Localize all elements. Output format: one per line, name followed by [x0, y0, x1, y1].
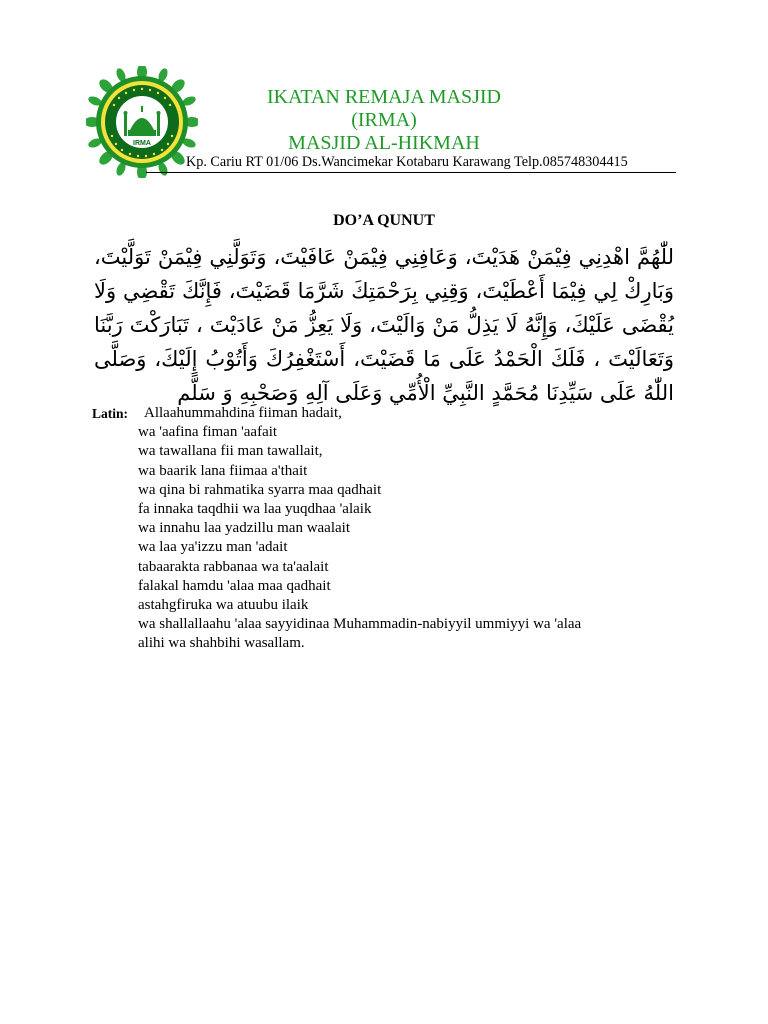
document-title: DO’A QUNUT — [333, 212, 435, 229]
latin-line: tabaarakta rabbanaa wa ta'aalait — [138, 558, 329, 575]
org-name-line-2: (IRMA) — [351, 109, 417, 131]
latin-line: wa shallallaahu 'alaa sayyidinaa Muhammadin-nabiyyil ummiyyi wa 'alaa — [138, 616, 582, 633]
logo-text: IRMA — [133, 140, 151, 147]
latin-lines-list — [138, 404, 688, 654]
latin-line: alihi wa shahbihi wasallam. — [138, 635, 305, 652]
latin-line: wa qina bi rahmatika syarra maa qadhait — [138, 481, 382, 498]
organization-address: Kp. Cariu RT 01/06 Ds.Wancimekar Kotabaru Karawang Telp.085748304415 — [186, 154, 628, 170]
latin-line: wa baarik lana fiimaa a'thait — [138, 462, 308, 479]
latin-line: wa 'aafina fiman 'aafait — [138, 424, 278, 441]
latin-line: wa laa ya'izzu man 'adait — [138, 539, 288, 556]
latin-line: wa innahu laa yadzillu man waalait — [138, 520, 350, 537]
latin-label: Latin: — [92, 406, 129, 421]
latin-line: falakal hamdu 'alaa maa qadhait — [138, 577, 331, 594]
org-name-line-3: MASJID AL-HIKMAH — [288, 132, 480, 154]
latin-line: fa innaka taqdhii wa laa yuqdhaa 'alaik — [138, 501, 372, 518]
org-name-line-1: IKATAN REMAJA MASJID — [267, 86, 501, 108]
header-divider — [146, 172, 676, 173]
latin-line: astahgfiruka wa atuubu ilaik — [138, 597, 309, 614]
latin-line: wa tawallana fii man tawallait, — [138, 443, 323, 460]
arabic-prayer-text: للّٰهُمَّ اهْدِنِي فِيْمَنْ هَدَيْتَ، وَعَافِنِي فِيْمَنْ عَافَيْتَ، وَتَوَلَّنِي فِيْمَنْ تَوَلَّيْتَ، وَبَارِكْ لِي فِيْمَا أَعْطَيْتَ، وَقِنِي بِرَحْمَتِكَ شَرَّمَا قَضَيْتَ، فَإِنَّكَ تَقْضِي وَلَا يُقْضَى عَلَيْكَ، وَإِنَّهُ لَا يَذِلُّ مَنْ وَالَيْتَ، وَلَا يَعِزُّ مَنْ عَادَيْتَ ، تَبَارَكْتَ رَبَّنَا وَتَعَالَيْتَ ، فَلَكَ الْحَمْدُ عَلَى مَا قَضَيْتَ، أَسْتَغْفِرُكَ وَأَتُوْبُ إِلَيْكَ، وَصَلَّى اللّٰهُ عَلَى سَيِّدِنَا مُحَمَّدٍ النَّبِيِّ الْأُمِّي وَعَلَى آلِهِ وَصَحْبِهِ وَ سَلَّم — [94, 245, 674, 405]
organization-header — [200, 86, 568, 155]
irma-mosque-emblem-icon — [86, 66, 198, 178]
latin-line: Allaahummahdina fiiman hadait, — [144, 405, 342, 421]
